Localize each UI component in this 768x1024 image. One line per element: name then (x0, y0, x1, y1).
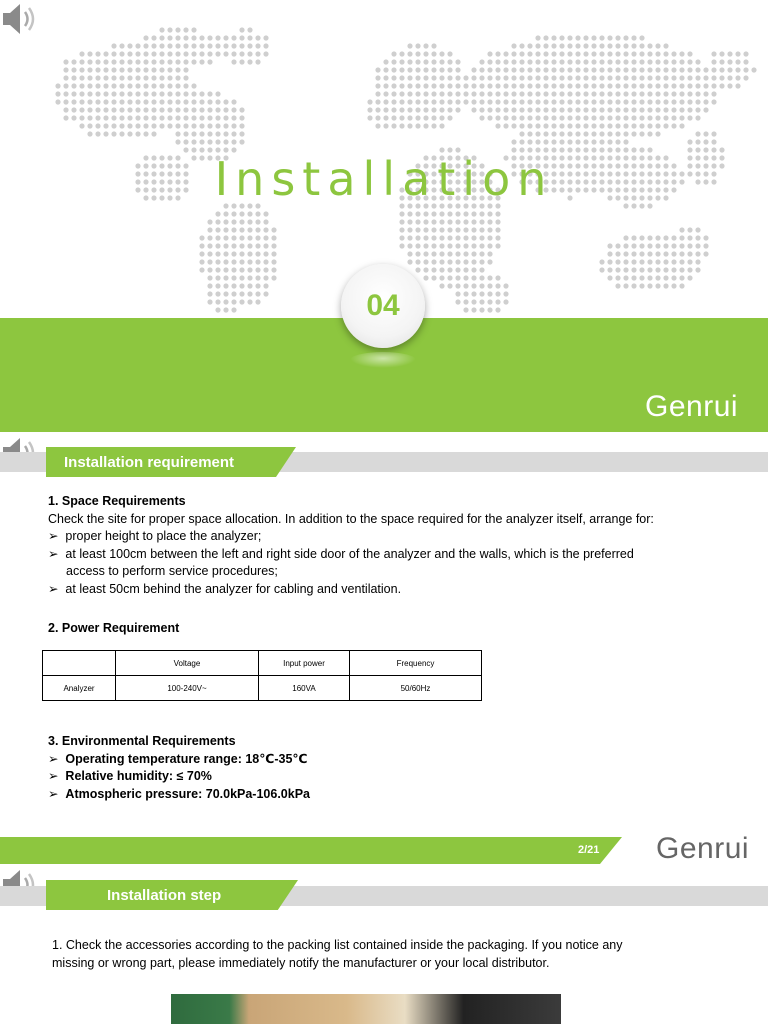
step-line: missing or wrong part, please immediately notify the manufacturer or your local distributor. (52, 955, 550, 970)
list-item: ➢ Operating temperature range: 18℃-35℃ (48, 751, 308, 766)
genrui-logo: Genrui (645, 390, 739, 423)
cover-slide (0, 0, 768, 432)
table-header-cell: Input power (259, 651, 350, 676)
table-header-cell (43, 651, 116, 676)
table-cell: 100-240V~ (116, 676, 259, 701)
arrow-bullet-icon: ➢ (48, 786, 66, 801)
arrow-bullet-icon: ➢ (48, 581, 66, 596)
table-header-cell: Voltage (116, 651, 259, 676)
power-heading: 2. Power Requirement (48, 621, 180, 635)
step-line: 1. Check the accessories according to the packing list contained inside the packaging. If you notice any (52, 938, 623, 952)
arrow-bullet-icon: ➢ (48, 546, 66, 561)
speaker-icon[interactable] (0, 0, 42, 38)
arrow-bullet-icon: ➢ (48, 751, 66, 766)
arrow-bullet-icon: ➢ (48, 529, 66, 543)
slide-header: Installation requirement (64, 454, 235, 471)
list-item: ➢ at least 50cm behind the analyzer for cabling and ventilation. (48, 581, 402, 596)
environment-requirements (48, 733, 310, 803)
table-row (43, 676, 482, 701)
section-number: 04 (366, 289, 400, 322)
env-heading: 3. Environmental Requirements (48, 734, 236, 748)
list-item-continuation: access to perform service procedures; (66, 564, 278, 578)
table-cell: 160VA (259, 676, 350, 701)
list-item: ➢ Atmospheric pressure: 70.0kPa-106.0kPa (48, 786, 310, 801)
requirements-slide (0, 432, 768, 864)
list-item: ➢ proper height to place the analyzer; (48, 529, 262, 543)
page-number: 2/21 (578, 844, 600, 856)
installation-step-slide (0, 864, 768, 1024)
space-requirements (48, 493, 758, 598)
slide-header: Installation step (107, 887, 222, 904)
genrui-logo: Genrui (656, 832, 750, 864)
table-cell: 50/60Hz (350, 676, 482, 701)
list-item: ➢ Relative humidity: ≤ 70% (48, 769, 212, 783)
space-intro: Check the site for proper space allocation. In addition to the space required for the analyzer itself, arrange for: (48, 511, 654, 526)
table-header-cell: Frequency (350, 651, 482, 676)
step-text (52, 937, 752, 972)
badge-reflection (350, 352, 416, 368)
table-header-row (43, 651, 482, 676)
section-title: Installation (214, 152, 554, 206)
space-heading: 1. Space Requirements (48, 494, 186, 508)
power-table (42, 650, 482, 701)
packaging-photo (171, 994, 561, 1024)
arrow-bullet-icon: ➢ (48, 769, 66, 783)
table-cell: Analyzer (43, 676, 116, 701)
list-item: ➢ at least 100cm between the left and right side door of the analyzer and the walls, which is the preferred (48, 546, 634, 561)
